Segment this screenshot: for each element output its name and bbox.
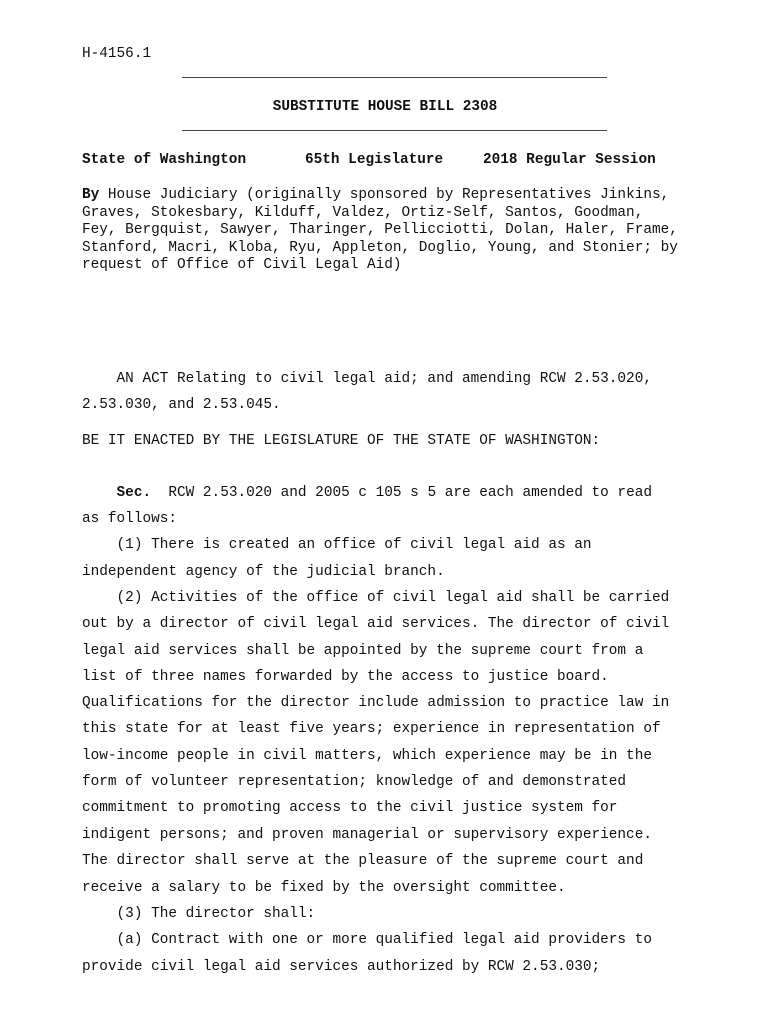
bill-title: SUBSTITUTE HOUSE BILL 2308 — [272, 99, 498, 115]
section-heading — [82, 485, 652, 501]
section-line: low-income people in civil matters, which experience may be in the — [82, 748, 652, 764]
sponsors-line — [82, 187, 669, 203]
act-title-line: AN ACT Relating to civil legal aid; and amending RCW 2.53.020, — [82, 371, 652, 387]
by-label: By — [82, 187, 100, 203]
sponsors-text: House Judiciary (originally sponsored by Representatives Jinkins, — [107, 187, 670, 203]
sponsors-line: Fey, Bergquist, Sawyer, Tharinger, Pellicciotti, Dolan, Haler, Frame, — [82, 222, 678, 238]
enacting-clause: BE IT ENACTED BY THE LEGISLATURE OF THE STATE OF WASHINGTON: — [82, 433, 601, 449]
section-line: as follows: — [82, 511, 177, 527]
bottom-rule — [182, 130, 607, 131]
legislature-label: 65th Legislature — [305, 152, 444, 168]
section-line: list of three names forwarded by the access to justice board. — [82, 669, 609, 685]
state-label: State of Washington — [82, 152, 247, 168]
section-line: independent agency of the judicial branch. — [82, 564, 445, 580]
document-id: H-4156.1 — [82, 46, 152, 62]
act-title-line: 2.53.030, and 2.53.045. — [82, 397, 281, 413]
sponsors-line: Stanford, Macri, Kloba, Ryu, Appleton, Doglio, Young, and Stonier; by — [82, 240, 678, 256]
section-line: (1) There is created an office of civil legal aid as an — [82, 537, 592, 553]
section-line: form of volunteer representation; knowledge of and demonstrated — [82, 774, 627, 790]
top-rule — [182, 77, 607, 78]
sec-label: Sec. — [116, 485, 152, 501]
section-line: this state for at least five years; experience in representation of — [82, 721, 661, 737]
section-line: (a) Contract with one or more qualified legal aid providers to — [82, 932, 652, 948]
section-line: receive a salary to be fixed by the oversight committee. — [82, 880, 566, 896]
sponsors-line: request of Office of Civil Legal Aid) — [82, 257, 402, 273]
sponsors-line: Graves, Stokesbary, Kilduff, Valdez, Ortiz-Self, Santos, Goodman, — [82, 205, 644, 221]
section-line: indigent persons; and proven managerial or supervisory experience. — [82, 827, 652, 843]
session-label: 2018 Regular Session — [483, 152, 656, 168]
section-line: out by a director of civil legal aid services. The director of civil — [82, 616, 670, 632]
section-line: legal aid services shall be appointed by the supreme court from a — [82, 643, 644, 659]
section-line: (3) The director shall: — [82, 906, 316, 922]
section-intro: RCW 2.53.020 and 2005 c 105 s 5 are each amended to read — [168, 485, 652, 501]
section-line: provide civil legal aid services authorized by RCW 2.53.030; — [82, 959, 601, 975]
section-line: The director shall serve at the pleasure of the supreme court and — [82, 853, 644, 869]
section-line: commitment to promoting access to the civil justice system for — [82, 800, 618, 816]
section-line: Qualifications for the director include admission to practice law in — [82, 695, 670, 711]
section-line: (2) Activities of the office of civil legal aid shall be carried — [82, 590, 670, 606]
